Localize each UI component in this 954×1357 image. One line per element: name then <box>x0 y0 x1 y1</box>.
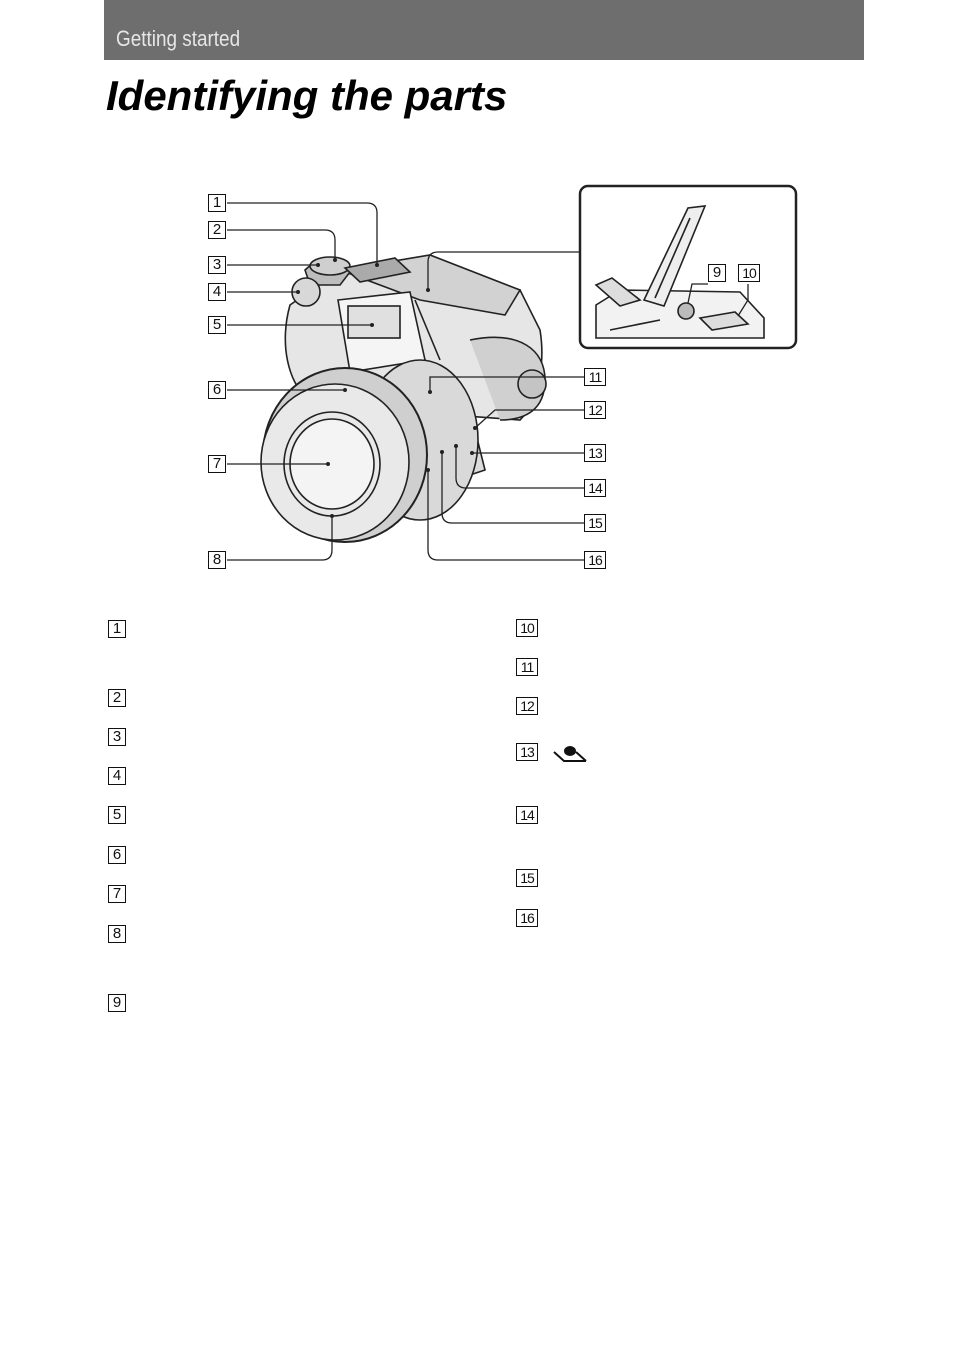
legend-item-3: 3 <box>108 728 126 746</box>
legend-item-16: 16 <box>516 909 538 927</box>
callout-14: 14 <box>584 479 606 497</box>
legend-item-11: 11 <box>516 658 538 676</box>
callout-6: 6 <box>208 381 226 399</box>
legend-item-2: 2 <box>108 689 126 707</box>
legend-item-12: 12 <box>516 697 538 715</box>
camera-diagram <box>0 0 954 600</box>
legend-item-13: 13 <box>516 743 538 761</box>
legend-item-5: 5 <box>108 806 126 824</box>
legend-item-14: 14 <box>516 806 538 824</box>
page-title: Identifying the parts <box>106 72 508 119</box>
legend-item-10: 10 <box>516 619 538 637</box>
callout-5: 5 <box>208 316 226 334</box>
callout-3: 3 <box>208 256 226 274</box>
callout-1: 1 <box>208 194 226 212</box>
callout-15: 15 <box>584 514 606 532</box>
callout-4: 4 <box>208 283 226 301</box>
legend-item-4: 4 <box>108 767 126 785</box>
callout-12: 12 <box>584 401 606 419</box>
callout-9: 9 <box>708 264 726 282</box>
callout-11: 11 <box>584 368 606 386</box>
section-label: Getting started <box>116 26 241 51</box>
legend-item-1: 1 <box>108 620 126 638</box>
legend-item-8: 8 <box>108 925 126 943</box>
callout-16: 16 <box>584 551 606 569</box>
macro-flower-icon <box>552 744 590 764</box>
legend-item-7: 7 <box>108 885 126 903</box>
callout-2: 2 <box>208 221 226 239</box>
legend-item-15: 15 <box>516 869 538 887</box>
legend-item-6: 6 <box>108 846 126 864</box>
callout-10: 10 <box>738 264 760 282</box>
legend-item-9: 9 <box>108 994 126 1012</box>
callout-13: 13 <box>584 444 606 462</box>
callout-8: 8 <box>208 551 226 569</box>
callout-7: 7 <box>208 455 226 473</box>
